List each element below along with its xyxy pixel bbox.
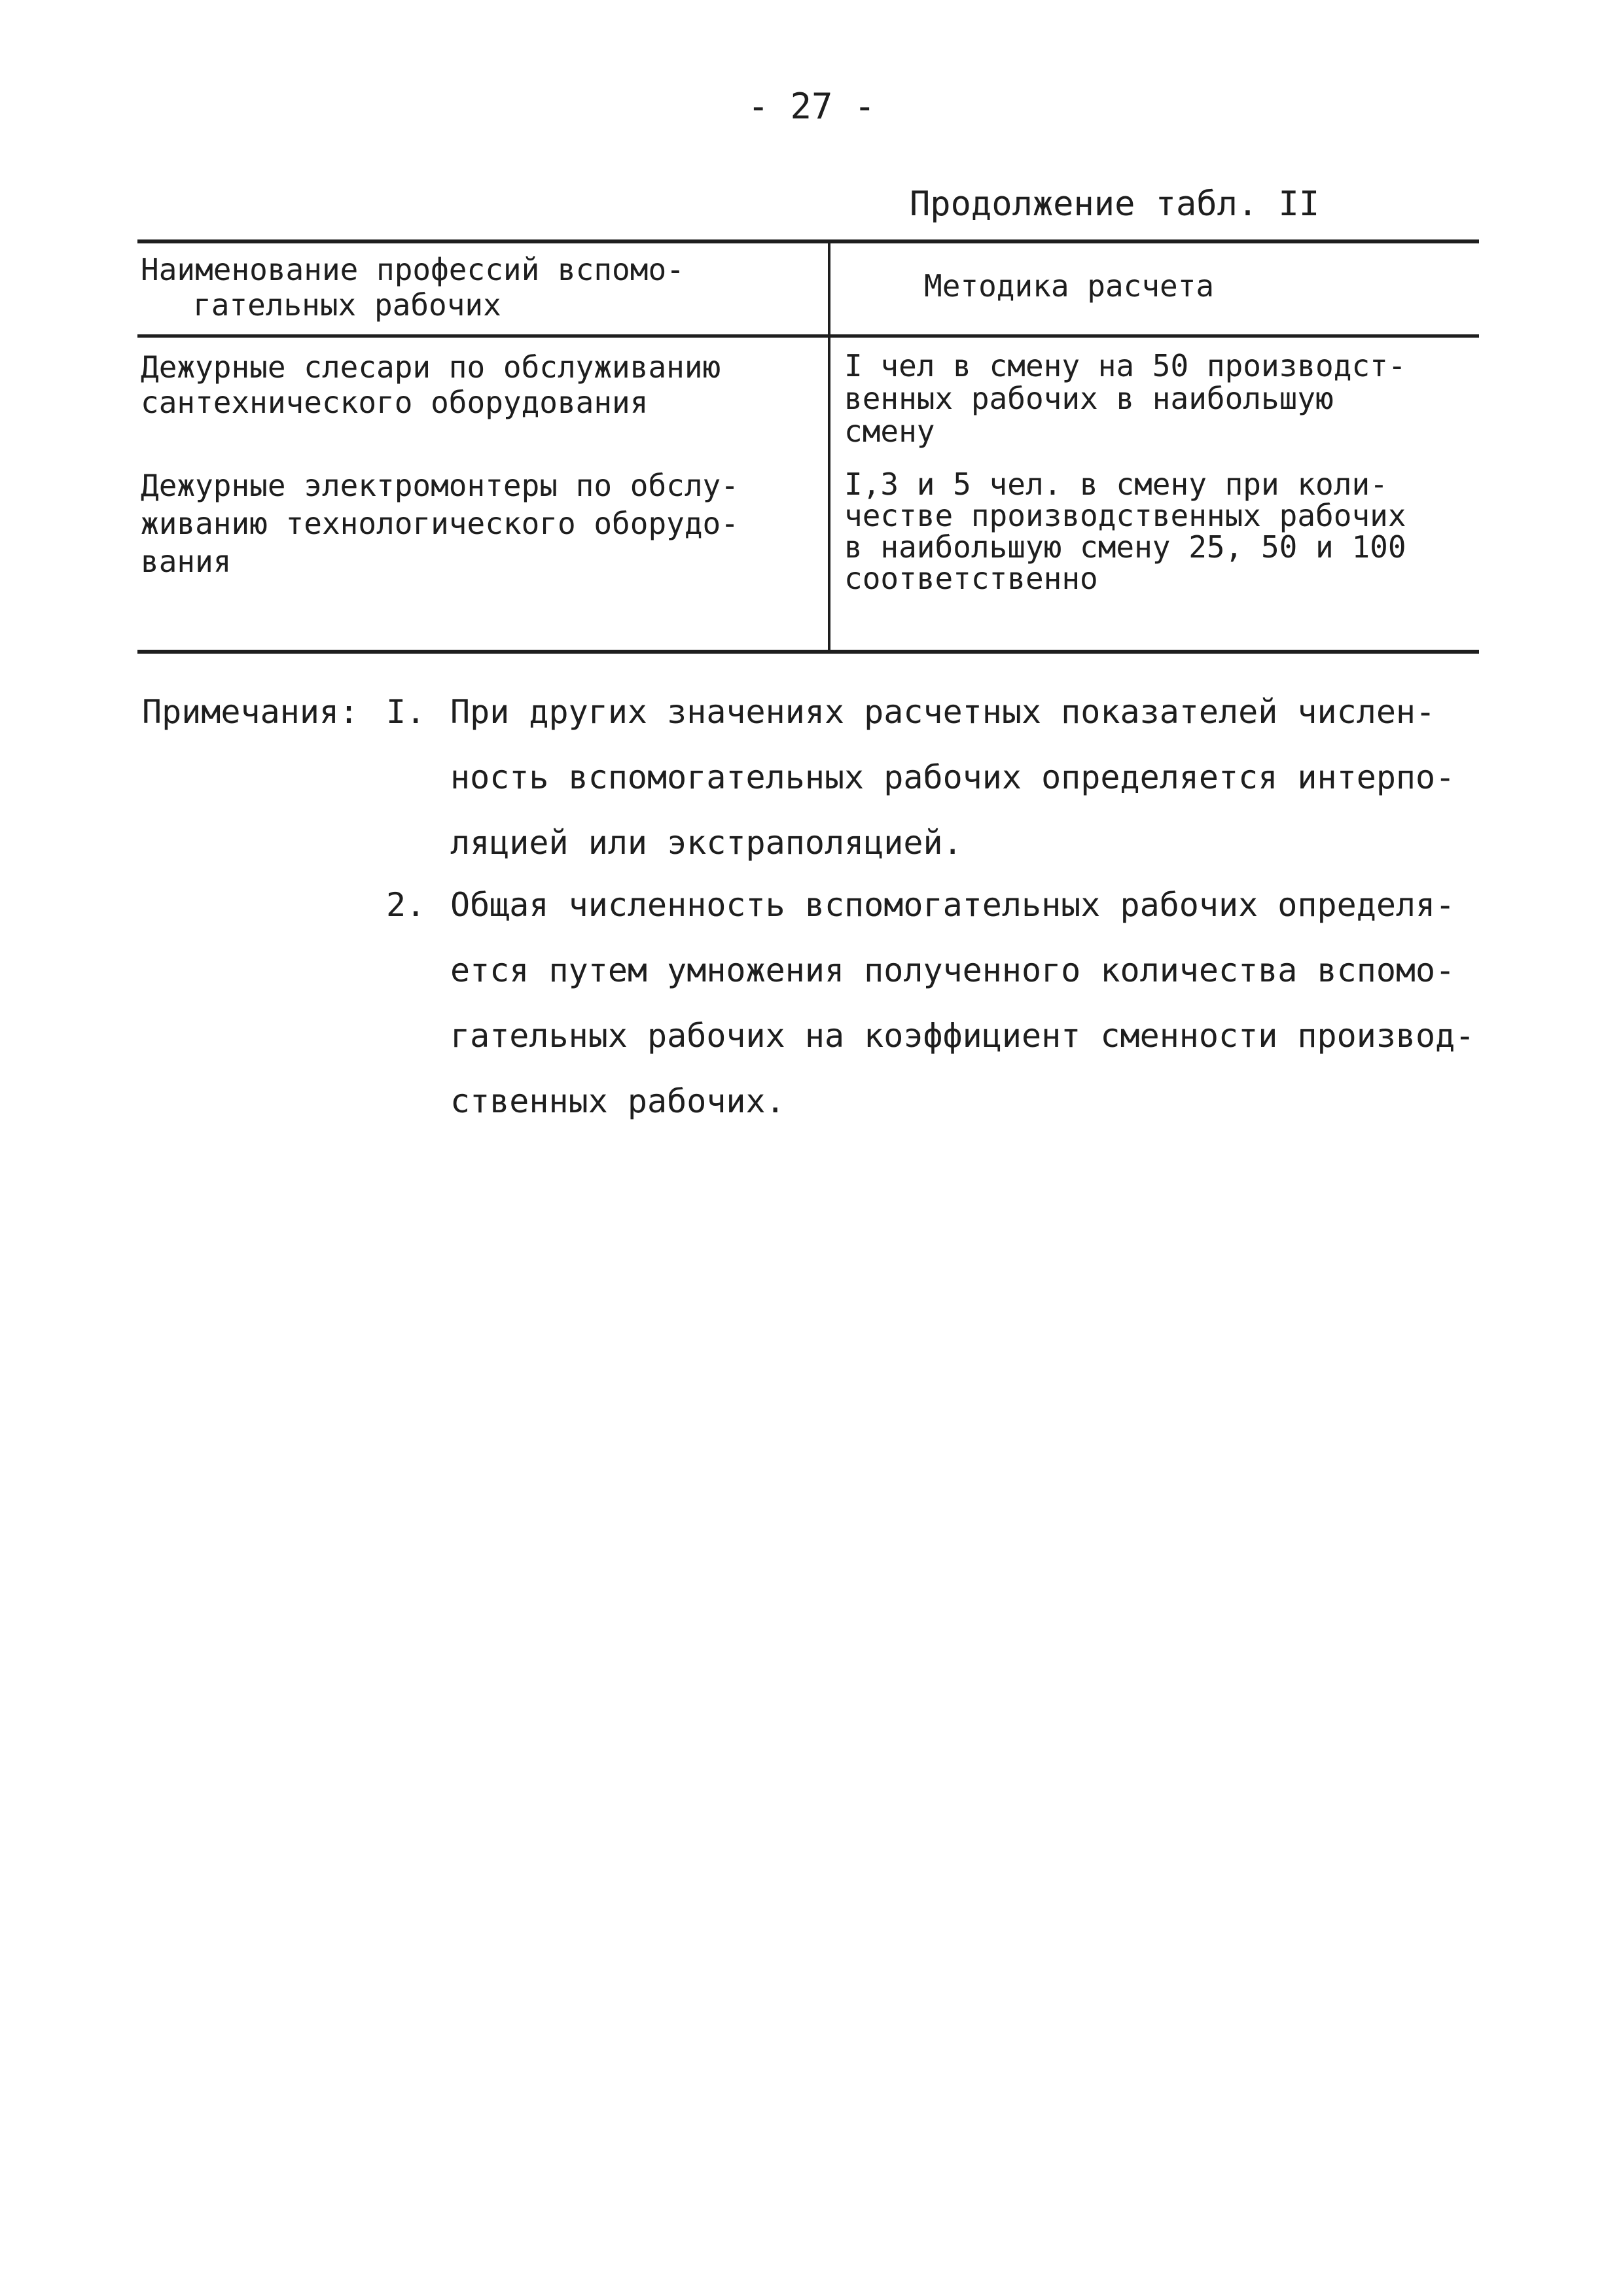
row-profession-cell [141,467,739,580]
header-profession-line: Наименование профессий вспомо- [141,252,685,287]
cell-line: I чел в смену на 50 производст- [844,348,1406,383]
note-item [386,679,1512,875]
row-method-cell [844,349,1406,448]
cell-line: живанию технологического оборудо- [141,506,739,541]
page-number: - 27 - [747,86,876,127]
table-header-rule [137,334,1479,338]
cell-line: соответственно [844,561,1098,596]
note-item [386,872,1512,1134]
table-column-divider [828,239,830,654]
note-line: Общая численность вспомогательных рабочих определя- [450,886,1455,924]
cell-line: в наибольшую смену 25, 50 и 100 [844,529,1406,565]
cell-line: смену [844,414,935,449]
note-line: ность вспомогательных рабочих определяется интерпо- [450,758,1455,796]
header-method [924,268,1214,304]
cell-line: I,3 и 5 чел. в смену при коли- [844,467,1388,502]
cell-line: вания [141,544,232,579]
note-line: ется путем умножения полученного количества вспомо- [450,951,1455,989]
row-profession-cell [141,349,721,420]
cell-line: Дежурные слесари по обслуживанию [141,349,721,385]
cell-line: Дежурные электромонтеры по обслу- [141,468,739,503]
cell-line: сантехнического оборудования [141,385,649,420]
table-top-rule [137,239,1479,243]
notes-label: Примечания: [142,693,359,731]
header-method-line: Методика расчета [924,268,1215,304]
header-profession-line: гательных рабочих [193,287,501,323]
table-bottom-rule [137,650,1479,654]
note-line: ляцией или экстраполяцией. [450,824,963,862]
note-number: 2. [386,886,426,924]
note-line: При других значениях расчетных показателей числен- [450,693,1436,731]
note-line: гательных рабочих на коэффициент сменности производ- [450,1017,1475,1055]
table-caption: Продолжение табл. II [910,185,1320,224]
cell-line: венных рабочих в наибольшую [844,381,1334,416]
header-profession [141,252,685,323]
note-line: ственных рабочих. [450,1082,785,1120]
note-number: I. [386,693,426,731]
cell-line: честве производственных рабочих [844,498,1406,533]
row-method-cell [844,468,1406,594]
